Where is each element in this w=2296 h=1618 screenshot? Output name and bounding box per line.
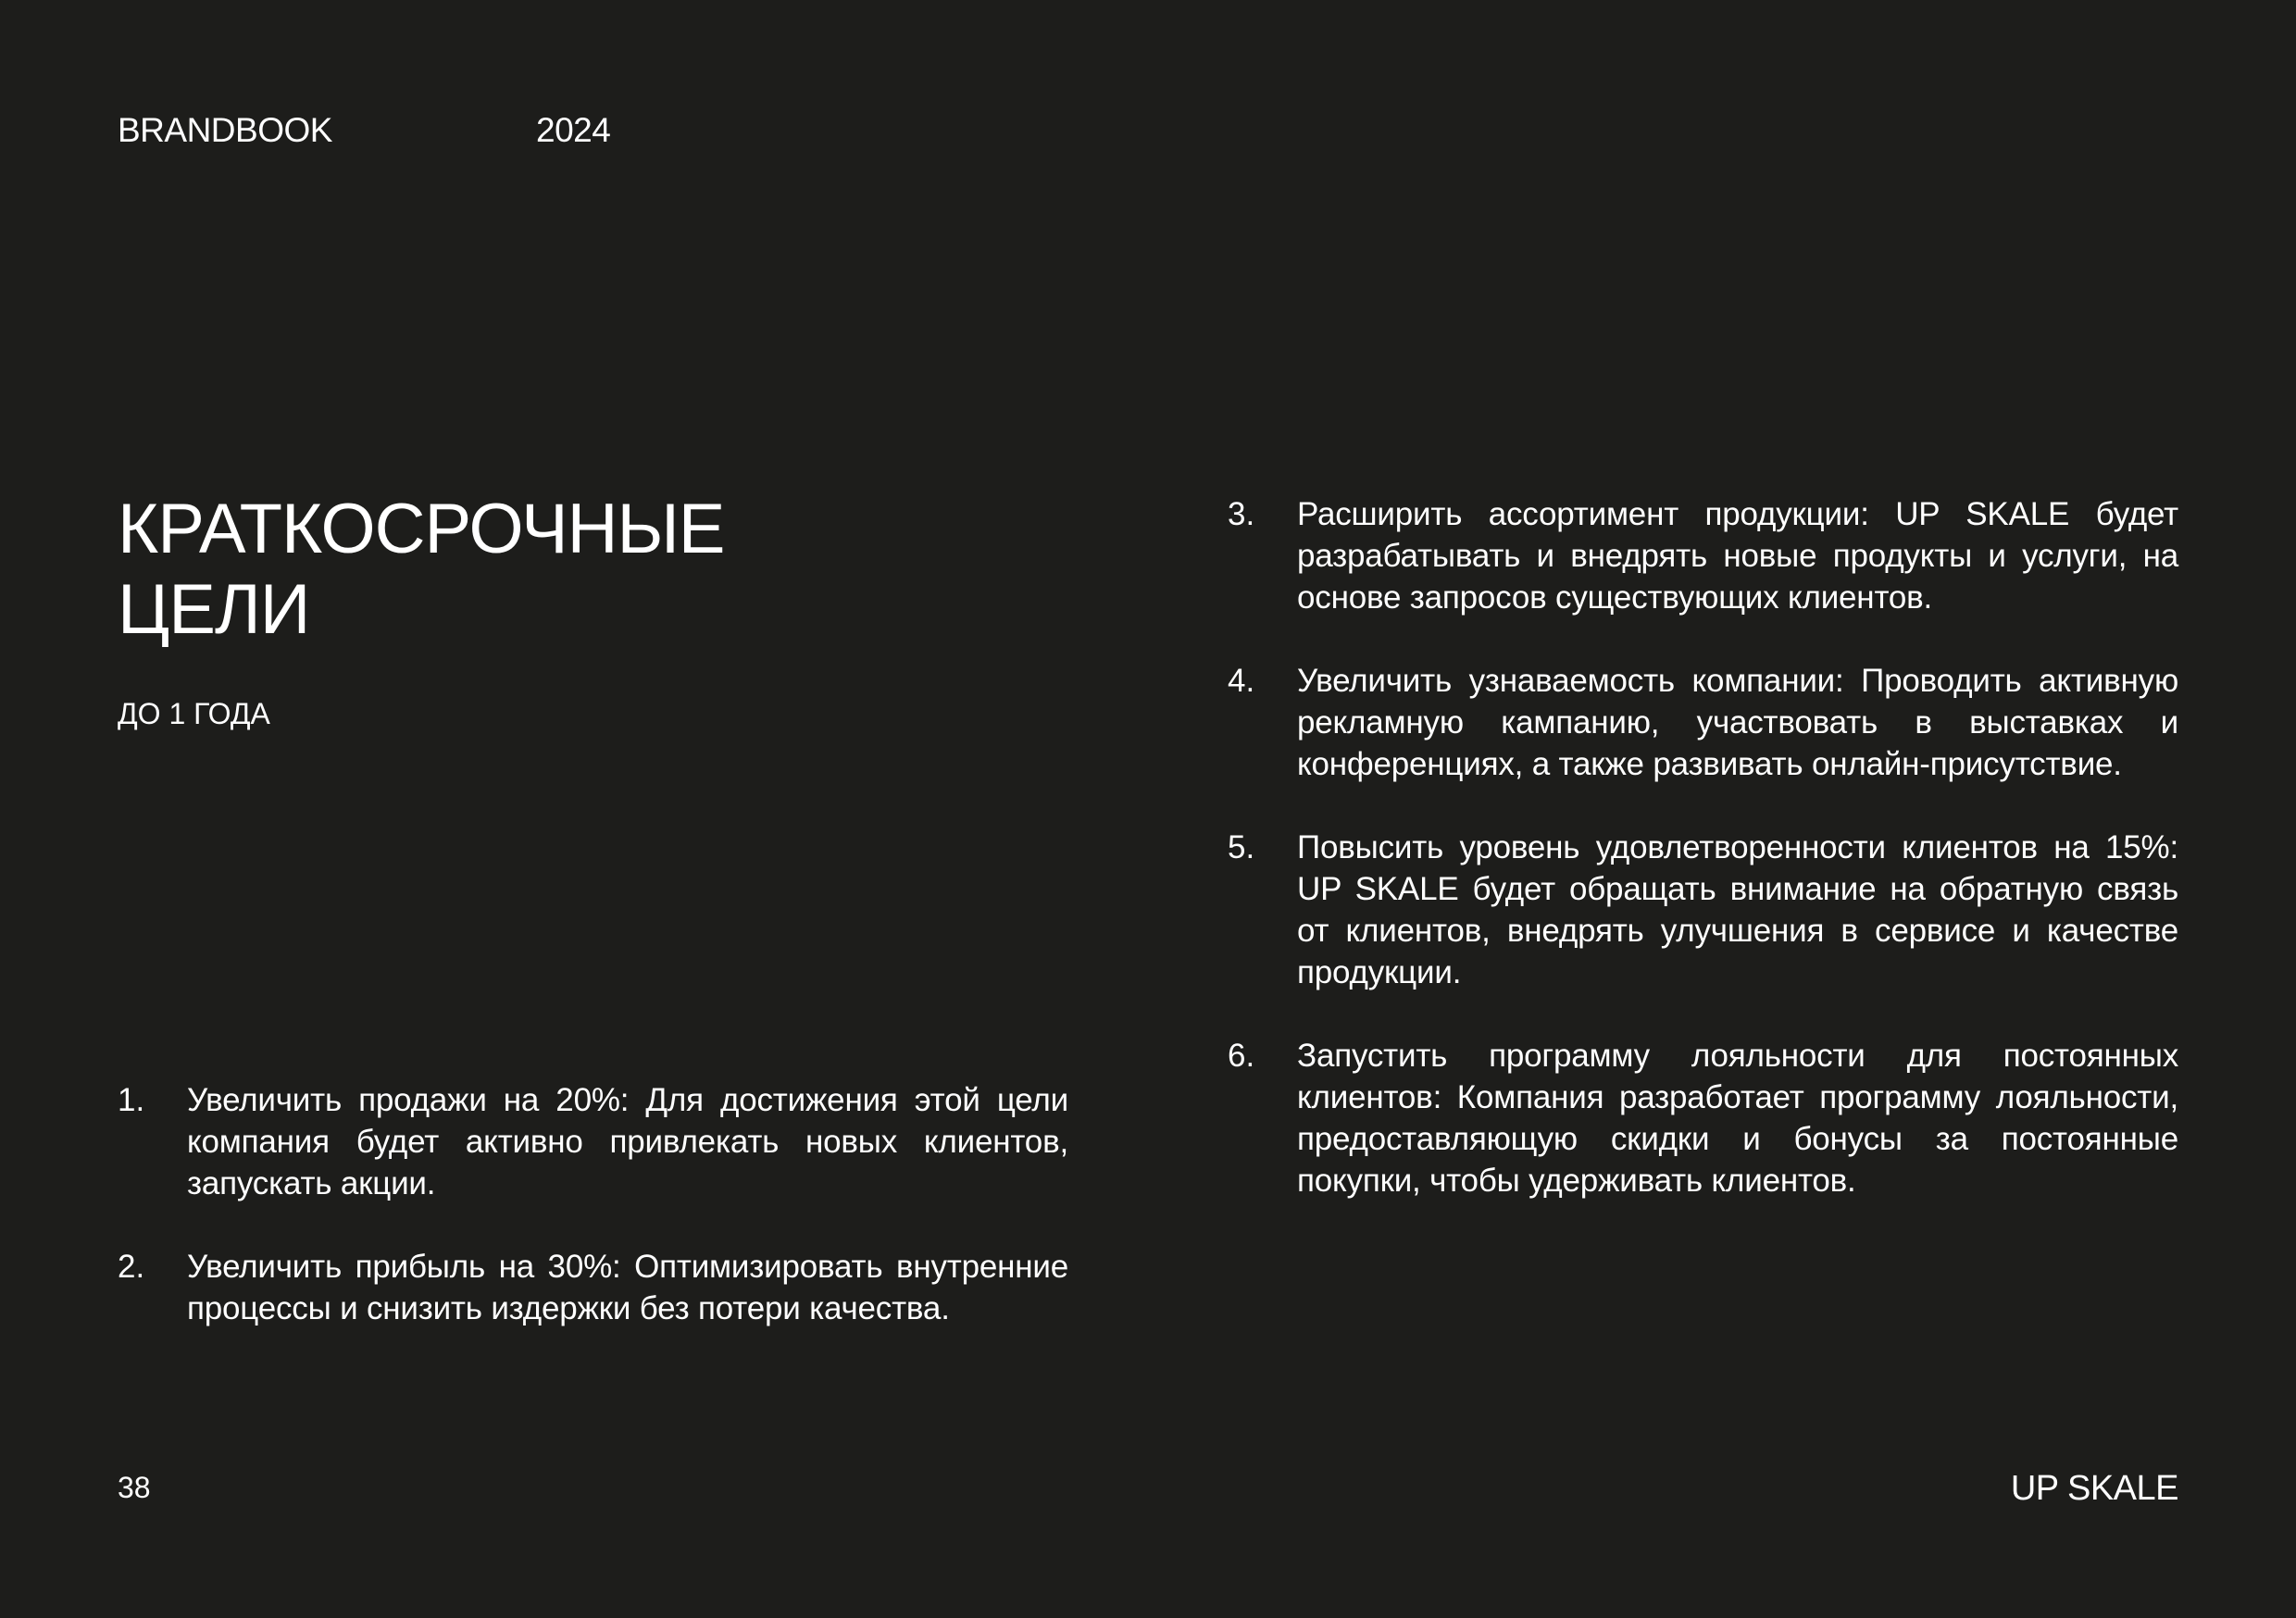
goal-item <box>118 1246 1068 1329</box>
goal-text: Запустить программу лояльности для постоянных клиентов: Компания разработает программу лояльности, предоставляющую скидки и бонусы за постоянные покупки, чтобы удерживать клиентов. <box>1297 1038 2178 1199</box>
page-subtitle: ДО 1 ГОДА <box>118 697 270 730</box>
goals-list-right <box>1228 493 2178 1243</box>
goal-text: Повысить уровень удовлетворенности клиентов на 15%: UP SKALE будет обращать внимание на обратную связь от клиентов, внедрять улучшения в сервисе и качестве продукции. <box>1297 829 2178 990</box>
goal-item <box>1228 827 2178 993</box>
goal-text: Увеличить прибыль на 30%: Оптимизировать внутренние процессы и снизить издержки без потери качества. <box>187 1249 1068 1326</box>
goal-text: Увеличить узнаваемость компании: Проводить активную рекламную кампанию, участвовать в выставках и конференциях, а также развивать онлайн-присутствие. <box>1297 663 2178 782</box>
footer-brand-name: UP SKALE <box>2010 1469 2178 1508</box>
goal-number: 3. <box>1228 496 1255 532</box>
goal-number: 2. <box>118 1249 145 1285</box>
page-number: 38 <box>118 1471 151 1504</box>
goal-number: 5. <box>1228 829 1255 865</box>
goal-number: 1. <box>118 1082 145 1118</box>
page-title <box>118 489 951 650</box>
goal-item <box>1228 660 2178 785</box>
goal-number: 6. <box>1228 1038 1255 1074</box>
year-label: 2024 <box>536 111 611 149</box>
goal-item <box>118 1079 1068 1204</box>
goal-text: Увеличить продажи на 20%: Для достижения этой цели компания будет активно привлекать новых клиентов, запускать акции. <box>187 1082 1068 1201</box>
goal-item <box>1228 1035 2178 1201</box>
brandbook-label: BRANDBOOK <box>118 111 332 149</box>
goal-text: Расширить ассортимент продукции: UP SKALE будет разрабатывать и внедрять новые продукты и услуги, на основе запросов существующих клиентов. <box>1297 496 2178 616</box>
goals-list-left <box>118 1079 1068 1371</box>
page-title-line-1: КРАТКОСРОЧНЫЕ <box>118 490 725 568</box>
goal-number: 4. <box>1228 663 1255 699</box>
page-title-line-2: ЦЕЛИ <box>118 570 310 649</box>
goal-item <box>1228 493 2178 618</box>
